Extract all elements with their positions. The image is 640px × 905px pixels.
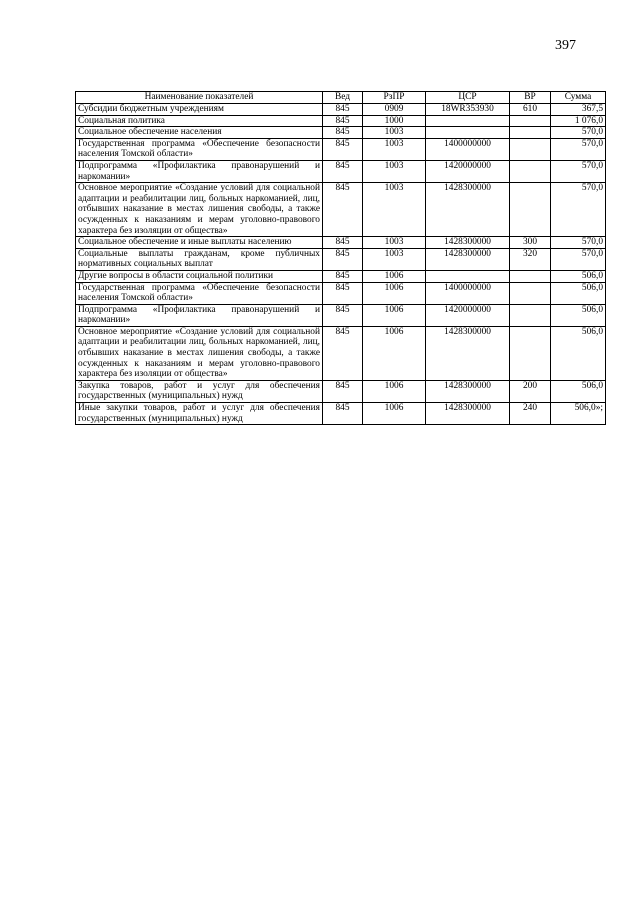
cell-csr: 18WR353930	[426, 104, 510, 116]
cell-ved: 845	[323, 138, 363, 160]
cell-rzpr: 1003	[363, 160, 426, 182]
cell-csr: 1420000000	[426, 304, 510, 326]
cell-rzpr: 1006	[363, 403, 426, 425]
cell-sum: 570,0	[551, 237, 606, 249]
cell-vr	[510, 160, 551, 182]
table-row	[76, 115, 606, 127]
cell-ved: 845	[323, 248, 363, 270]
cell-ved: 845	[323, 104, 363, 116]
cell-name: Подпрограмма «Профилактика правонарушений и наркомании»	[76, 160, 323, 182]
cell-vr: 610	[510, 104, 551, 116]
cell-sum: 506,0	[551, 380, 606, 402]
cell-name: Социальное обеспечение и иные выплаты населению	[76, 237, 323, 249]
cell-sum: 506,0	[551, 326, 606, 380]
cell-ved: 845	[323, 127, 363, 139]
cell-vr: 300	[510, 237, 551, 249]
cell-name: Закупка товаров, работ и услуг для обеспечения государственных (муниципальных) нужд	[76, 380, 323, 402]
page-number: 397	[555, 38, 576, 53]
cell-sum: 570,0	[551, 183, 606, 237]
cell-vr	[510, 282, 551, 304]
cell-vr	[510, 115, 551, 127]
cell-csr: 1400000000	[426, 282, 510, 304]
cell-rzpr: 1006	[363, 282, 426, 304]
cell-vr	[510, 127, 551, 139]
cell-rzpr: 1006	[363, 380, 426, 402]
header-ved: Вед	[323, 92, 363, 104]
cell-csr: 1428300000	[426, 248, 510, 270]
cell-csr: 1428300000	[426, 380, 510, 402]
budget-table	[75, 91, 606, 425]
table-header-row	[76, 92, 606, 104]
cell-ved: 845	[323, 304, 363, 326]
cell-name: Социальное обеспечение населения	[76, 127, 323, 139]
cell-vr	[510, 304, 551, 326]
cell-vr	[510, 138, 551, 160]
cell-ved: 845	[323, 326, 363, 380]
cell-ved: 845	[323, 403, 363, 425]
cell-vr: 240	[510, 403, 551, 425]
table-row	[76, 248, 606, 270]
cell-csr	[426, 115, 510, 127]
cell-rzpr: 1003	[363, 237, 426, 249]
cell-csr: 1420000000	[426, 160, 510, 182]
table-row	[76, 380, 606, 402]
cell-csr	[426, 270, 510, 282]
cell-name: Государственная программа «Обеспечение безопасности населения Томской области»	[76, 138, 323, 160]
header-sum: Сумма	[551, 92, 606, 104]
cell-vr: 200	[510, 380, 551, 402]
table-row	[76, 270, 606, 282]
cell-name: Основное мероприятие «Создание условий для социальной адаптации и реабилитации лиц, больных наркоманией, лиц, отбывших наказание в местах лишения свободы, а также осужденных к наказаниям и мерам уголовно-правового характера без изоляции от общества»	[76, 183, 323, 237]
header-rzpr: РзПР	[363, 92, 426, 104]
table-row	[76, 183, 606, 237]
cell-csr: 1400000000	[426, 138, 510, 160]
cell-name: Субсидии бюджетным учреждениям	[76, 104, 323, 116]
cell-name: Государственная программа «Обеспечение безопасности населения Томской области»	[76, 282, 323, 304]
cell-sum: 506,0	[551, 270, 606, 282]
cell-name: Иные закупки товаров, работ и услуг для обеспечения государственных (муниципальных) нужд	[76, 403, 323, 425]
cell-name: Подпрограмма «Профилактика правонарушений и наркомании»	[76, 304, 323, 326]
cell-ved: 845	[323, 237, 363, 249]
cell-vr	[510, 270, 551, 282]
cell-rzpr: 0909	[363, 104, 426, 116]
table-row	[76, 237, 606, 249]
cell-sum: 506,0»;	[551, 403, 606, 425]
cell-ved: 845	[323, 282, 363, 304]
cell-vr	[510, 183, 551, 237]
cell-sum: 570,0	[551, 127, 606, 139]
table-body	[76, 104, 606, 425]
table-row	[76, 127, 606, 139]
cell-ved: 845	[323, 160, 363, 182]
cell-ved: 845	[323, 183, 363, 237]
table-row	[76, 104, 606, 116]
cell-rzpr: 1003	[363, 127, 426, 139]
cell-csr: 1428300000	[426, 326, 510, 380]
table-row	[76, 326, 606, 380]
cell-ved: 845	[323, 115, 363, 127]
cell-name: Другие вопросы в области социальной политики	[76, 270, 323, 282]
cell-ved: 845	[323, 380, 363, 402]
cell-rzpr: 1006	[363, 270, 426, 282]
cell-name: Социальная политика	[76, 115, 323, 127]
cell-csr: 1428300000	[426, 237, 510, 249]
cell-name: Основное мероприятие «Создание условий для социальной адаптации и реабилитации лиц, больных наркоманией, лиц, отбывших наказание в местах лишения свободы, а также осужденных к наказаниям и мерам уголовно-правового характера без изоляции от общества»	[76, 326, 323, 380]
header-name: Наименование показателей	[76, 92, 323, 104]
cell-name: Социальные выплаты гражданам, кроме публичных нормативных социальных выплат	[76, 248, 323, 270]
cell-sum: 367,5	[551, 104, 606, 116]
cell-rzpr: 1003	[363, 138, 426, 160]
cell-csr: 1428300000	[426, 403, 510, 425]
header-csr: ЦСР	[426, 92, 510, 104]
table-row	[76, 138, 606, 160]
cell-ved: 845	[323, 270, 363, 282]
cell-csr: 1428300000	[426, 183, 510, 237]
cell-sum: 1 076,0	[551, 115, 606, 127]
cell-vr	[510, 326, 551, 380]
cell-sum: 570,0	[551, 248, 606, 270]
cell-sum: 570,0	[551, 138, 606, 160]
table-row	[76, 282, 606, 304]
header-vr: ВР	[510, 92, 551, 104]
cell-rzpr: 1006	[363, 326, 426, 380]
table-row	[76, 304, 606, 326]
cell-rzpr: 1003	[363, 248, 426, 270]
table-row	[76, 160, 606, 182]
cell-sum: 570,0	[551, 160, 606, 182]
cell-rzpr: 1003	[363, 183, 426, 237]
cell-sum: 506,0	[551, 282, 606, 304]
cell-csr	[426, 127, 510, 139]
cell-rzpr: 1000	[363, 115, 426, 127]
table-row	[76, 403, 606, 425]
cell-vr: 320	[510, 248, 551, 270]
cell-sum: 506,0	[551, 304, 606, 326]
cell-rzpr: 1006	[363, 304, 426, 326]
